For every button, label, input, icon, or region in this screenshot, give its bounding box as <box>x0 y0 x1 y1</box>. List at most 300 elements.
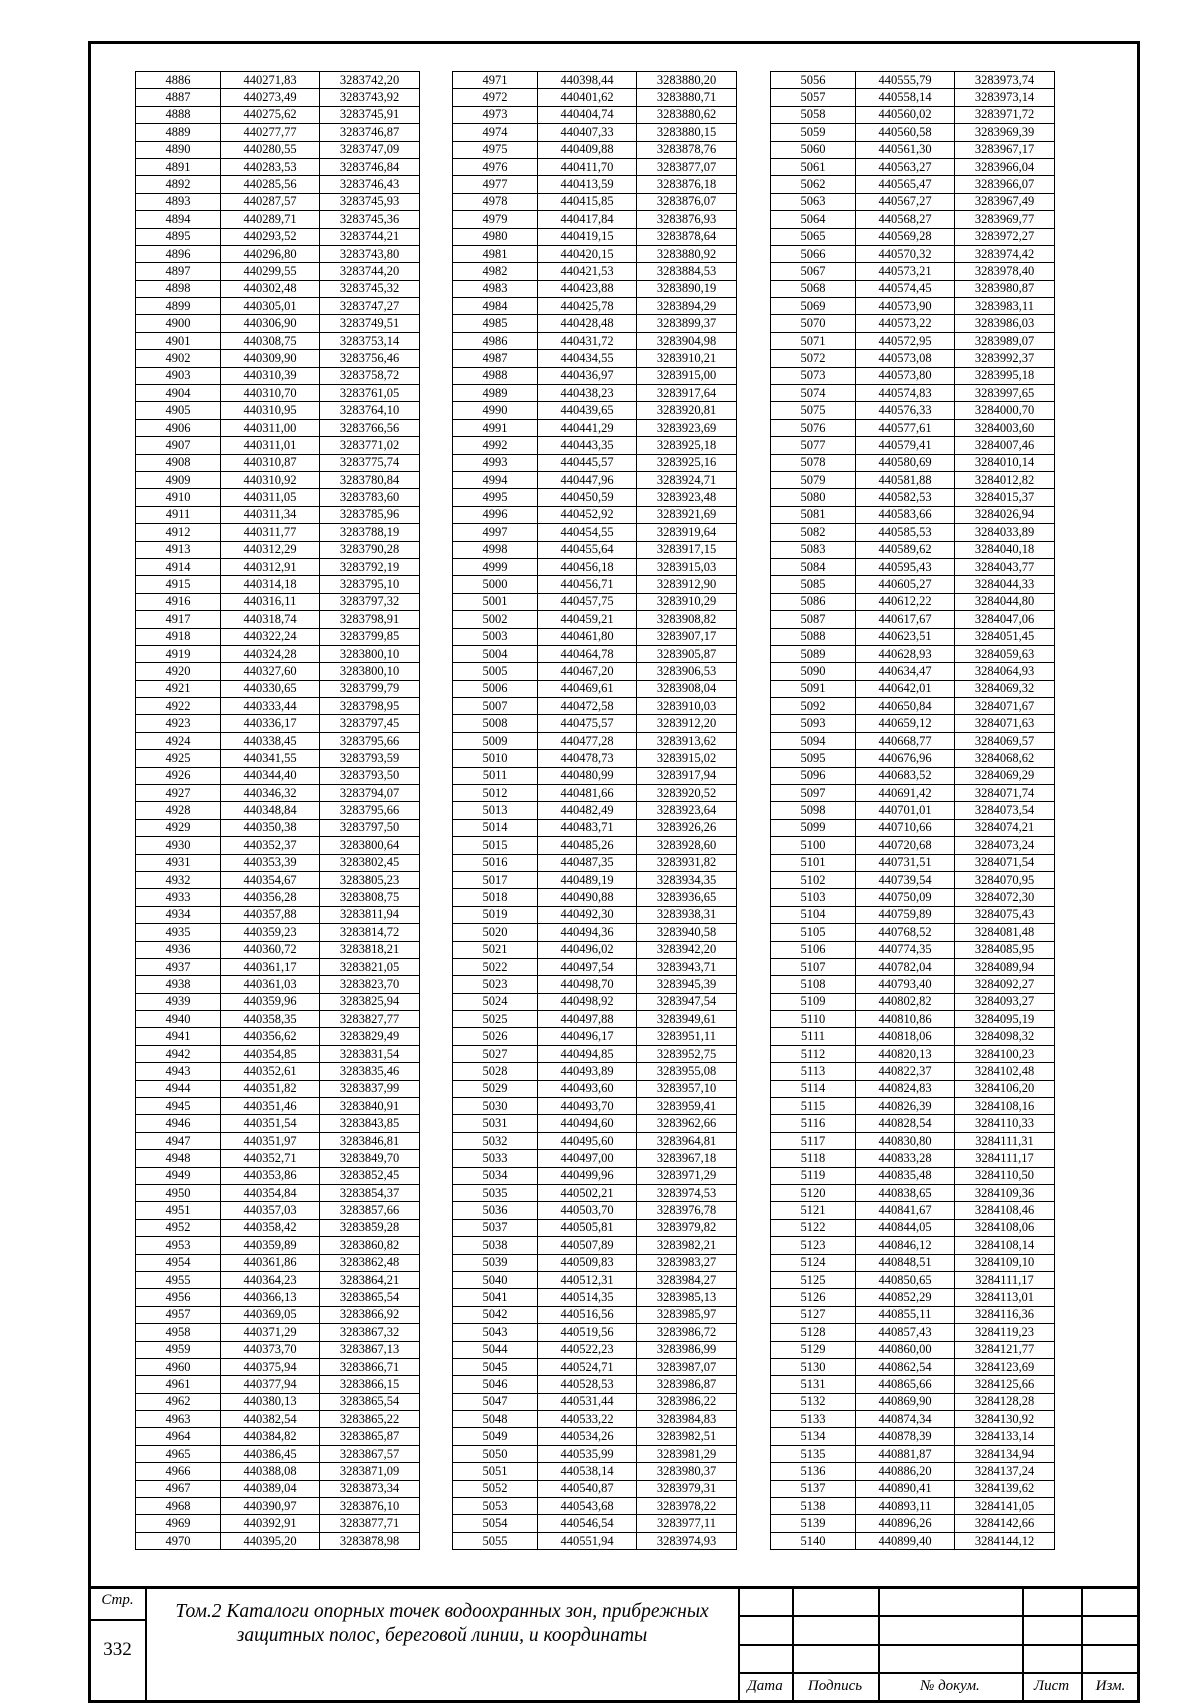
coord-y-cell: 3283905,87 <box>637 645 737 662</box>
point-number-cell: 4907 <box>136 437 221 454</box>
table-row <box>453 645 737 662</box>
table-row <box>453 263 737 280</box>
coord-x-cell: 440341,55 <box>221 750 320 767</box>
coord-y-cell: 3283793,59 <box>320 750 420 767</box>
coord-x-cell: 440409,88 <box>538 141 637 158</box>
point-number-cell: 5097 <box>771 785 856 802</box>
table-row <box>453 72 737 89</box>
table-row <box>453 1341 737 1358</box>
coord-y-cell: 3283974,93 <box>637 1532 737 1549</box>
point-number-cell: 5001 <box>453 593 538 610</box>
coord-x-cell: 440478,73 <box>538 750 637 767</box>
point-number-cell: 4908 <box>136 454 221 471</box>
table-row <box>136 715 420 732</box>
point-number-cell: 5011 <box>453 767 538 784</box>
point-number-cell: 5123 <box>771 1237 856 1254</box>
point-number-cell: 4962 <box>136 1393 221 1410</box>
point-number-cell: 5078 <box>771 454 856 471</box>
coord-x-cell: 440567,27 <box>856 193 955 210</box>
point-number-cell: 4903 <box>136 367 221 384</box>
coord-x-cell: 440359,89 <box>221 1237 320 1254</box>
coord-y-cell: 3283907,17 <box>637 628 737 645</box>
point-number-cell: 5020 <box>453 924 538 941</box>
coord-x-cell: 440311,00 <box>221 419 320 436</box>
point-number-cell: 5129 <box>771 1341 856 1358</box>
table-row <box>453 1011 737 1028</box>
point-number-cell: 4995 <box>453 489 538 506</box>
coord-x-cell: 440850,65 <box>856 1271 955 1288</box>
point-number-cell: 5111 <box>771 1028 856 1045</box>
point-number-cell: 5041 <box>453 1289 538 1306</box>
point-number-cell: 5075 <box>771 402 856 419</box>
coord-y-cell: 3284111,31 <box>955 1132 1055 1149</box>
coord-y-cell: 3283934,35 <box>637 871 737 888</box>
coord-y-cell: 3283959,41 <box>637 1098 737 1115</box>
coord-x-cell: 440824,83 <box>856 1080 955 1097</box>
coord-y-cell: 3283908,04 <box>637 680 737 697</box>
table-row <box>771 1515 1055 1532</box>
table-row <box>453 1185 737 1202</box>
caption-line-2: защитных полос, береговой линии, и координаты <box>236 1625 648 1646</box>
point-number-cell: 5007 <box>453 698 538 715</box>
table-row <box>453 802 737 819</box>
table-row <box>771 72 1055 89</box>
coord-y-cell: 3283908,82 <box>637 611 737 628</box>
coord-x-cell: 440691,42 <box>856 785 955 802</box>
coord-y-cell: 3283753,14 <box>320 332 420 349</box>
table-row <box>136 1341 420 1358</box>
point-number-cell: 5112 <box>771 1045 856 1062</box>
coord-y-cell: 3284000,70 <box>955 402 1055 419</box>
coord-y-cell: 3283793,50 <box>320 767 420 784</box>
point-number-cell: 4887 <box>136 89 221 106</box>
table-row <box>771 1289 1055 1306</box>
table-row <box>453 785 737 802</box>
point-number-cell: 4918 <box>136 628 221 645</box>
table-row <box>453 471 737 488</box>
coord-x-cell: 440469,61 <box>538 680 637 697</box>
table-row <box>136 385 420 402</box>
coord-x-cell: 440490,88 <box>538 889 637 906</box>
coord-x-cell: 440327,60 <box>221 663 320 680</box>
table-row <box>771 211 1055 228</box>
coord-y-cell: 3283880,92 <box>637 245 737 262</box>
table-row <box>136 1480 420 1497</box>
coord-x-cell: 440417,84 <box>538 211 637 228</box>
coord-y-cell: 3284111,17 <box>955 1150 1055 1167</box>
coord-y-cell: 3283928,60 <box>637 837 737 854</box>
coordinate-table-3 <box>770 71 1055 1550</box>
point-number-cell: 4963 <box>136 1411 221 1428</box>
coord-y-cell: 3283984,83 <box>637 1411 737 1428</box>
point-number-cell: 5018 <box>453 889 538 906</box>
table-row <box>453 819 737 836</box>
point-number-cell: 5040 <box>453 1271 538 1288</box>
point-number-cell: 4966 <box>136 1463 221 1480</box>
point-number-cell: 5024 <box>453 993 538 1010</box>
point-number-cell: 5099 <box>771 819 856 836</box>
coord-x-cell: 440361,03 <box>221 976 320 993</box>
coord-x-cell: 440577,61 <box>856 419 955 436</box>
coordinate-table-2 <box>452 71 737 1550</box>
coord-x-cell: 440524,71 <box>538 1358 637 1375</box>
coord-y-cell: 3284134,94 <box>955 1445 1055 1462</box>
table-row <box>136 1254 420 1271</box>
coord-x-cell: 440344,40 <box>221 767 320 784</box>
coord-y-cell: 3284108,16 <box>955 1098 1055 1115</box>
coord-x-cell: 440512,31 <box>538 1271 637 1288</box>
table-row <box>453 1480 737 1497</box>
table-row <box>453 1532 737 1549</box>
point-number-cell: 5061 <box>771 158 856 175</box>
coord-x-cell: 440503,70 <box>538 1202 637 1219</box>
table-row <box>136 1306 420 1323</box>
point-number-cell: 5031 <box>453 1115 538 1132</box>
coord-x-cell: 440428,48 <box>538 315 637 332</box>
coord-y-cell: 3283864,21 <box>320 1271 420 1288</box>
coord-x-cell: 440874,34 <box>856 1411 955 1428</box>
table-row <box>453 767 737 784</box>
point-number-cell: 5071 <box>771 332 856 349</box>
table-row <box>136 767 420 784</box>
coord-x-cell: 440560,58 <box>856 124 955 141</box>
point-number-cell: 5101 <box>771 854 856 871</box>
point-number-cell: 4938 <box>136 976 221 993</box>
coord-y-cell: 3283964,81 <box>637 1132 737 1149</box>
coord-y-cell: 3283915,00 <box>637 367 737 384</box>
point-number-cell: 5117 <box>771 1132 856 1149</box>
coord-x-cell: 440522,23 <box>538 1341 637 1358</box>
point-number-cell: 5065 <box>771 228 856 245</box>
table-row <box>453 941 737 958</box>
coord-y-cell: 3283857,66 <box>320 1202 420 1219</box>
table-row <box>771 1115 1055 1132</box>
coord-y-cell: 3283967,18 <box>637 1150 737 1167</box>
coord-y-cell: 3283835,46 <box>320 1063 420 1080</box>
table-row <box>453 1237 737 1254</box>
coord-x-cell: 440357,03 <box>221 1202 320 1219</box>
point-number-cell: 4964 <box>136 1428 221 1445</box>
coord-x-cell: 440659,12 <box>856 715 955 732</box>
table-row <box>136 819 420 836</box>
point-number-cell: 5034 <box>453 1167 538 1184</box>
coord-x-cell: 440456,18 <box>538 558 637 575</box>
point-number-cell: 5087 <box>771 611 856 628</box>
table-row <box>136 732 420 749</box>
point-number-cell: 5070 <box>771 315 856 332</box>
point-number-cell: 4910 <box>136 489 221 506</box>
point-number-cell: 5128 <box>771 1324 856 1341</box>
coord-y-cell: 3283785,96 <box>320 506 420 523</box>
coord-y-cell: 3284073,54 <box>955 802 1055 819</box>
coord-y-cell: 3283989,07 <box>955 332 1055 349</box>
table-row <box>136 785 420 802</box>
coord-x-cell: 440810,86 <box>856 1011 955 1028</box>
table-row <box>136 750 420 767</box>
table-row <box>771 1532 1055 1549</box>
coord-x-cell: 440482,49 <box>538 802 637 819</box>
coord-y-cell: 3283978,22 <box>637 1498 737 1515</box>
coord-y-cell: 3283771,02 <box>320 437 420 454</box>
coord-x-cell: 440489,19 <box>538 871 637 888</box>
table-row <box>453 106 737 123</box>
table-row <box>136 1080 420 1097</box>
table-row <box>136 558 420 575</box>
coord-x-cell: 440580,69 <box>856 454 955 471</box>
point-number-cell: 5048 <box>453 1411 538 1428</box>
coord-y-cell: 3283977,11 <box>637 1515 737 1532</box>
table-row <box>771 993 1055 1010</box>
coord-x-cell: 440617,67 <box>856 611 955 628</box>
coord-x-cell: 440447,96 <box>538 471 637 488</box>
coord-y-cell: 3283876,10 <box>320 1498 420 1515</box>
coord-y-cell: 3284073,24 <box>955 837 1055 854</box>
coord-y-cell: 3284068,62 <box>955 750 1055 767</box>
point-number-cell: 4892 <box>136 176 221 193</box>
point-number-cell: 4922 <box>136 698 221 715</box>
table-row <box>771 1445 1055 1462</box>
point-number-cell: 4957 <box>136 1306 221 1323</box>
table-row <box>453 1271 737 1288</box>
point-number-cell: 4919 <box>136 645 221 662</box>
table-row <box>136 471 420 488</box>
coord-x-cell: 440441,29 <box>538 419 637 436</box>
point-number-cell: 4944 <box>136 1080 221 1097</box>
point-number-cell: 4891 <box>136 158 221 175</box>
table-row <box>771 437 1055 454</box>
coord-x-cell: 440862,54 <box>856 1358 955 1375</box>
coord-y-cell: 3283825,94 <box>320 993 420 1010</box>
point-number-cell: 4954 <box>136 1254 221 1271</box>
point-number-cell: 5084 <box>771 558 856 575</box>
table-row <box>136 298 420 315</box>
coord-y-cell: 3284093,27 <box>955 993 1055 1010</box>
coord-x-cell: 440309,90 <box>221 350 320 367</box>
table-row <box>136 924 420 941</box>
table-row <box>136 158 420 175</box>
coord-y-cell: 3283983,11 <box>955 298 1055 315</box>
coord-y-cell: 3283890,19 <box>637 280 737 297</box>
table-row <box>453 176 737 193</box>
coord-x-cell: 440878,39 <box>856 1428 955 1445</box>
coord-y-cell: 3283880,20 <box>637 72 737 89</box>
table-row <box>453 750 737 767</box>
coord-y-cell: 3284110,50 <box>955 1167 1055 1184</box>
point-number-cell: 5050 <box>453 1445 538 1462</box>
coord-x-cell: 440356,28 <box>221 889 320 906</box>
point-number-cell: 5085 <box>771 576 856 593</box>
coord-y-cell: 3283746,87 <box>320 124 420 141</box>
table-row <box>453 385 737 402</box>
coord-x-cell: 440392,91 <box>221 1515 320 1532</box>
coord-x-cell: 440310,92 <box>221 471 320 488</box>
coord-x-cell: 440852,29 <box>856 1289 955 1306</box>
coord-y-cell: 3283982,21 <box>637 1237 737 1254</box>
table-row <box>136 1167 420 1184</box>
coord-y-cell: 3283865,22 <box>320 1411 420 1428</box>
coord-y-cell: 3284125,66 <box>955 1376 1055 1393</box>
coord-y-cell: 3284059,63 <box>955 645 1055 662</box>
table-row <box>771 906 1055 923</box>
table-row <box>771 1219 1055 1236</box>
coord-y-cell: 3283931,82 <box>637 854 737 871</box>
table-row <box>771 680 1055 697</box>
coord-x-cell: 440353,39 <box>221 854 320 871</box>
coord-x-cell: 440452,92 <box>538 506 637 523</box>
coord-y-cell: 3283783,60 <box>320 489 420 506</box>
coord-x-cell: 440507,89 <box>538 1237 637 1254</box>
point-number-cell: 4926 <box>136 767 221 784</box>
coord-x-cell: 440369,05 <box>221 1306 320 1323</box>
table-row <box>136 211 420 228</box>
coord-x-cell: 440561,30 <box>856 141 955 158</box>
coord-x-cell: 440352,61 <box>221 1063 320 1080</box>
point-number-cell: 4972 <box>453 89 538 106</box>
table-row <box>771 1132 1055 1149</box>
coord-y-cell: 3283923,69 <box>637 419 737 436</box>
coord-y-cell: 3283878,98 <box>320 1532 420 1549</box>
coord-y-cell: 3283799,79 <box>320 680 420 697</box>
point-number-cell: 5083 <box>771 541 856 558</box>
point-number-cell: 4886 <box>136 72 221 89</box>
coord-y-cell: 3283800,64 <box>320 837 420 854</box>
coord-x-cell: 440366,13 <box>221 1289 320 1306</box>
coord-x-cell: 440820,13 <box>856 1045 955 1062</box>
point-number-cell: 4947 <box>136 1132 221 1149</box>
coord-x-cell: 440311,34 <box>221 506 320 523</box>
coord-x-cell: 440480,99 <box>538 767 637 784</box>
table-row <box>136 106 420 123</box>
coord-x-cell: 440388,08 <box>221 1463 320 1480</box>
coord-x-cell: 440360,72 <box>221 941 320 958</box>
point-number-cell: 5002 <box>453 611 538 628</box>
coord-x-cell: 440390,97 <box>221 1498 320 1515</box>
coord-y-cell: 3284012,82 <box>955 471 1055 488</box>
table-row <box>453 350 737 367</box>
point-number-cell: 4958 <box>136 1324 221 1341</box>
point-number-cell: 5032 <box>453 1132 538 1149</box>
point-number-cell: 5072 <box>771 350 856 367</box>
table-row <box>136 576 420 593</box>
table-row <box>453 419 737 436</box>
table-row <box>771 419 1055 436</box>
table-row <box>136 437 420 454</box>
coord-y-cell: 3283792,19 <box>320 558 420 575</box>
point-number-cell: 4942 <box>136 1045 221 1062</box>
coord-x-cell: 440322,24 <box>221 628 320 645</box>
coord-y-cell: 3283910,29 <box>637 593 737 610</box>
coord-x-cell: 440774,35 <box>856 941 955 958</box>
coord-y-cell: 3284047,06 <box>955 611 1055 628</box>
table-row <box>136 1098 420 1115</box>
coord-y-cell: 3284051,45 <box>955 628 1055 645</box>
coord-y-cell: 3283866,71 <box>320 1358 420 1375</box>
point-number-cell: 5125 <box>771 1271 856 1288</box>
point-number-cell: 4902 <box>136 350 221 367</box>
coord-y-cell: 3283920,81 <box>637 402 737 419</box>
coord-x-cell: 440285,56 <box>221 176 320 193</box>
coord-x-cell: 440492,30 <box>538 906 637 923</box>
point-number-cell: 5086 <box>771 593 856 610</box>
coord-y-cell: 3283938,31 <box>637 906 737 923</box>
coord-y-cell: 3284133,14 <box>955 1428 1055 1445</box>
coord-x-cell: 440589,62 <box>856 541 955 558</box>
coord-x-cell: 440569,28 <box>856 228 955 245</box>
point-number-cell: 5022 <box>453 958 538 975</box>
table-row <box>136 350 420 367</box>
coord-x-cell: 440386,45 <box>221 1445 320 1462</box>
coord-y-cell: 3283920,52 <box>637 785 737 802</box>
coord-x-cell: 440585,53 <box>856 524 955 541</box>
coord-y-cell: 3283992,37 <box>955 350 1055 367</box>
point-number-cell: 4951 <box>136 1202 221 1219</box>
table-row <box>136 628 420 645</box>
point-number-cell: 5017 <box>453 871 538 888</box>
point-number-cell: 4928 <box>136 802 221 819</box>
point-number-cell: 5073 <box>771 367 856 384</box>
coord-y-cell: 3283986,87 <box>637 1376 737 1393</box>
coord-y-cell: 3284092,27 <box>955 976 1055 993</box>
point-number-cell: 5060 <box>771 141 856 158</box>
coord-x-cell: 440359,23 <box>221 924 320 941</box>
table-row <box>136 1463 420 1480</box>
date-label: Дата <box>747 1678 783 1694</box>
coord-y-cell: 3283788,19 <box>320 524 420 541</box>
coord-y-cell: 3283823,70 <box>320 976 420 993</box>
point-number-cell: 4940 <box>136 1011 221 1028</box>
table-row <box>453 332 737 349</box>
point-number-cell: 5103 <box>771 889 856 906</box>
coord-y-cell: 3283846,81 <box>320 1132 420 1149</box>
table-row <box>771 732 1055 749</box>
table-row <box>453 193 737 210</box>
point-number-cell: 5077 <box>771 437 856 454</box>
table-row <box>136 141 420 158</box>
point-number-cell: 4896 <box>136 245 221 262</box>
coord-x-cell: 440464,78 <box>538 645 637 662</box>
coord-y-cell: 3283904,98 <box>637 332 737 349</box>
table-row <box>453 1080 737 1097</box>
coord-x-cell: 440273,49 <box>221 89 320 106</box>
coord-x-cell: 440846,12 <box>856 1237 955 1254</box>
coord-x-cell: 440844,05 <box>856 1219 955 1236</box>
coord-x-cell: 440573,80 <box>856 367 955 384</box>
coord-x-cell: 440316,11 <box>221 593 320 610</box>
table-row <box>453 280 737 297</box>
coord-y-cell: 3283794,07 <box>320 785 420 802</box>
table-row <box>453 593 737 610</box>
point-number-cell: 4933 <box>136 889 221 906</box>
coord-y-cell: 3283957,10 <box>637 1080 737 1097</box>
page-number: 332 <box>103 1639 132 1660</box>
point-number-cell: 4893 <box>136 193 221 210</box>
coord-x-cell: 440581,88 <box>856 471 955 488</box>
coord-x-cell: 440573,22 <box>856 315 955 332</box>
point-number-cell: 4917 <box>136 611 221 628</box>
coord-y-cell: 3283910,21 <box>637 350 737 367</box>
coord-x-cell: 440361,17 <box>221 958 320 975</box>
coord-x-cell: 440445,57 <box>538 454 637 471</box>
coord-x-cell: 440533,22 <box>538 1411 637 1428</box>
point-number-cell: 5068 <box>771 280 856 297</box>
table-row <box>136 1358 420 1375</box>
point-number-cell: 5119 <box>771 1167 856 1184</box>
table-row <box>136 837 420 854</box>
coord-x-cell: 440434,55 <box>538 350 637 367</box>
table-row <box>136 280 420 297</box>
table-row <box>771 1463 1055 1480</box>
table-row <box>453 541 737 558</box>
